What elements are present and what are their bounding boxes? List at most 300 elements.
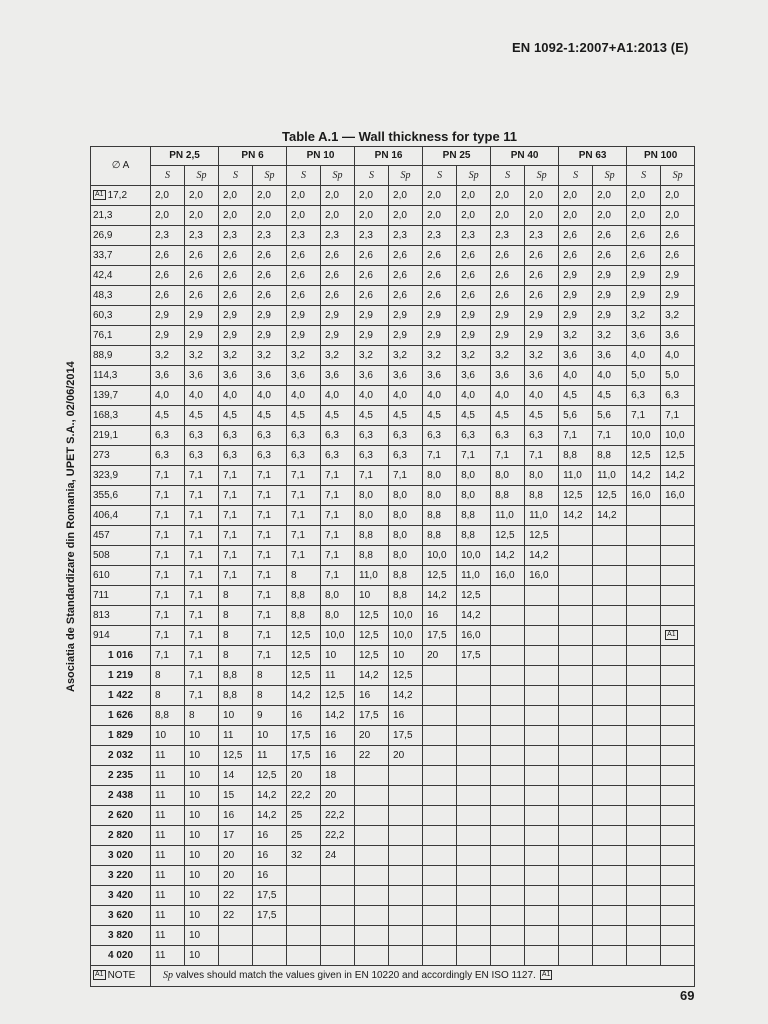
thickness-cell [559,566,593,586]
nominal-diameter: 2 235 [107,769,134,781]
thickness-cell [423,886,457,906]
thickness-cell [287,946,321,966]
thickness-cell: 6,3 [389,446,423,466]
thickness-cell: 17,5 [389,726,423,746]
thickness-cell: 2,6 [355,266,389,286]
thickness-cell: 2,0 [219,206,253,226]
nominal-diameter: 1 016 [107,649,134,661]
thickness-cell: 2,6 [185,286,219,306]
thickness-cell: 3,6 [321,366,355,386]
thickness-cell [593,926,627,946]
thickness-cell [661,746,695,766]
thickness-cell: 7,1 [287,486,321,506]
table-row [91,546,695,566]
thickness-cell: 2,9 [559,266,593,286]
thickness-cell: 22 [219,906,253,926]
thickness-cell [661,866,695,886]
thickness-cell: 2,0 [321,186,355,206]
thickness-cell [491,946,525,966]
thickness-cell: 4,5 [389,406,423,426]
thickness-cell: 16,0 [491,566,525,586]
thickness-cell: 3,2 [593,326,627,346]
pn-header: PN 6 [219,147,287,166]
thickness-cell: 2,3 [457,226,491,246]
thickness-cell [355,766,389,786]
nominal-diameter: 168,3 [93,409,119,421]
thickness-cell: 17,5 [355,706,389,726]
thickness-cell [627,826,661,846]
nominal-diameter-cell [91,826,151,846]
thickness-cell: 6,3 [355,426,389,446]
thickness-cell: 14,2 [559,506,593,526]
nominal-diameter-cell [91,286,151,306]
thickness-cell: 16,0 [661,486,695,506]
thickness-cell [661,806,695,826]
table-row [91,766,695,786]
thickness-cell: 16 [389,706,423,726]
table-row [91,906,695,926]
nominal-diameter-cell [91,726,151,746]
thickness-cell: 4,0 [491,386,525,406]
thickness-cell: 7,1 [491,446,525,466]
thickness-cell: 4,5 [185,406,219,426]
thickness-cell [457,706,491,726]
nominal-diameter-cell [91,426,151,446]
thickness-cell: 7,1 [593,426,627,446]
thickness-cell: 12,5 [593,486,627,506]
thickness-cell: 11 [219,726,253,746]
thickness-cell: 6,3 [457,426,491,446]
pn-header: PN 2,5 [151,147,219,166]
table-row [91,686,695,706]
thickness-cell: 11 [321,666,355,686]
nominal-diameter-cell [91,526,151,546]
thickness-cell: 2,9 [151,326,185,346]
thickness-cell: 2,0 [491,206,525,226]
thickness-cell: 7,1 [185,606,219,626]
table-row [91,226,695,246]
thickness-cell [321,946,355,966]
thickness-cell [593,686,627,706]
thickness-cell: 7,1 [185,686,219,706]
thickness-cell: 8 [253,666,287,686]
thickness-cell: 3,6 [355,366,389,386]
thickness-cell: 2,6 [491,246,525,266]
table-row [91,826,695,846]
nominal-diameter: 1 422 [107,689,134,701]
thickness-cell: 2,6 [525,286,559,306]
thickness-cell: 7,1 [287,546,321,566]
thickness-cell: 2,6 [661,246,695,266]
thickness-cell: 2,6 [355,286,389,306]
thickness-cell: 7,1 [185,666,219,686]
nominal-diameter-cell [91,846,151,866]
thickness-cell: 10,0 [389,626,423,646]
thickness-cell [457,826,491,846]
thickness-cell: 7,1 [389,466,423,486]
thickness-cell: 7,1 [219,466,253,486]
thickness-cell: 25 [287,826,321,846]
thickness-cell: 2,9 [389,326,423,346]
thickness-cell: 2,6 [593,246,627,266]
thickness-cell: 2,0 [151,206,185,226]
nominal-diameter: 3 620 [107,909,134,921]
thickness-cell: 8,0 [355,486,389,506]
nominal-diameter: 508 [93,549,110,561]
table-title: Table A.1 — Wall thickness for type 11 [282,129,518,144]
thickness-cell: 20 [321,786,355,806]
thickness-cell: 12,5 [355,646,389,666]
thickness-cell [491,586,525,606]
sub-header-s: S [287,166,321,186]
thickness-cell: 16,0 [627,486,661,506]
table-row [91,866,695,886]
thickness-cell: 6,3 [151,426,185,446]
thickness-cell [559,846,593,866]
thickness-cell [627,706,661,726]
thickness-cell: 3,6 [559,346,593,366]
thickness-cell: 2,9 [627,286,661,306]
thickness-cell: 2,6 [185,246,219,266]
thickness-cell: 8,0 [355,506,389,526]
thickness-cell [457,786,491,806]
thickness-cell [491,866,525,886]
thickness-cell [593,546,627,566]
thickness-cell [593,666,627,686]
thickness-cell: 2,6 [559,246,593,266]
thickness-cell: 11 [151,946,185,966]
thickness-cell: 16 [253,846,287,866]
thickness-cell [491,886,525,906]
thickness-cell: 6,3 [627,386,661,406]
thickness-cell: 2,0 [355,186,389,206]
pn-header: PN 10 [287,147,355,166]
thickness-cell: 4,5 [287,406,321,426]
thickness-cell: 2,9 [525,306,559,326]
thickness-cell: 2,0 [253,206,287,226]
thickness-cell: 2,6 [389,246,423,266]
thickness-cell: 7,1 [321,486,355,506]
thickness-cell: 8 [185,706,219,726]
table-row [91,646,695,666]
table-row [91,206,695,226]
thickness-cell [457,926,491,946]
table-row [91,306,695,326]
thickness-cell: 12,5 [355,606,389,626]
thickness-cell: 2,0 [253,186,287,206]
thickness-cell: 6,3 [321,446,355,466]
thickness-cell [661,566,695,586]
thickness-cell [593,826,627,846]
thickness-cell: 4,0 [457,386,491,406]
thickness-cell [355,886,389,906]
thickness-cell [661,666,695,686]
thickness-cell [559,886,593,906]
nominal-diameter-cell [91,546,151,566]
thickness-cell: 11,0 [559,466,593,486]
table-row [91,946,695,966]
side-watermark-text: Asociatia de Standardizare din Romania, UPET S.A., 02/06/2014 [65,361,77,692]
thickness-cell: 16 [253,866,287,886]
thickness-cell: 2,6 [287,286,321,306]
pn-header-row [91,147,695,166]
thickness-cell: 2,6 [627,246,661,266]
nominal-diameter: 1 829 [107,729,134,741]
thickness-cell: 6,3 [287,446,321,466]
thickness-cell: 16,0 [525,566,559,586]
thickness-cell: 7,1 [151,566,185,586]
thickness-cell: 20 [389,746,423,766]
thickness-cell [491,686,525,706]
thickness-cell: 2,3 [355,226,389,246]
thickness-cell: 7,1 [253,526,287,546]
thickness-cell [627,906,661,926]
thickness-cell [457,726,491,746]
thickness-cell: 2,6 [491,266,525,286]
nominal-diameter: 26,9 [93,229,113,241]
table-row [91,786,695,806]
thickness-cell [287,926,321,946]
thickness-cell [219,946,253,966]
thickness-cell: 2,9 [219,306,253,326]
thickness-cell [389,766,423,786]
table-row [91,626,695,646]
thickness-cell: 12,5 [287,666,321,686]
thickness-cell: 7,1 [423,446,457,466]
thickness-cell: 8,8 [423,526,457,546]
thickness-cell [627,846,661,866]
thickness-cell [593,606,627,626]
thickness-cell: 4,5 [525,406,559,426]
nominal-diameter: 114,3 [93,369,118,381]
thickness-cell: 6,3 [321,426,355,446]
thickness-cell: 17,5 [287,726,321,746]
sub-header-sp: Sp [525,166,559,186]
thickness-cell: 2,6 [627,226,661,246]
thickness-cell [593,726,627,746]
table-row [91,606,695,626]
thickness-cell: 2,6 [457,266,491,286]
thickness-cell: 2,9 [423,306,457,326]
sub-header-s: S [627,166,661,186]
thickness-cell [525,766,559,786]
thickness-cell: 12,5 [559,486,593,506]
thickness-cell: 7,1 [355,466,389,486]
thickness-cell: 7,1 [321,566,355,586]
thickness-cell: 2,6 [151,266,185,286]
thickness-cell: 11 [151,786,185,806]
table-row [91,726,695,746]
thickness-cell: 7,1 [559,426,593,446]
sub-header-s: S [355,166,389,186]
thickness-cell [525,626,559,646]
thickness-cell [389,846,423,866]
thickness-cell: 22 [355,746,389,766]
thickness-cell [389,806,423,826]
nominal-diameter-cell [91,306,151,326]
thickness-cell: 2,9 [321,326,355,346]
thickness-cell: 7,1 [321,526,355,546]
thickness-cell: 8,0 [389,506,423,526]
thickness-cell [627,786,661,806]
thickness-cell: 2,6 [423,246,457,266]
nominal-diameter: 323,9 [93,469,119,481]
thickness-cell [525,646,559,666]
note-label: NOTE [107,970,136,981]
thickness-cell: 25 [287,806,321,826]
table-row [91,806,695,826]
thickness-cell: 2,9 [559,286,593,306]
nominal-diameter-cell [91,266,151,286]
sub-header-sp: Sp [253,166,287,186]
thickness-cell: 7,1 [151,546,185,566]
thickness-cell: 7,1 [185,546,219,566]
thickness-cell: 8,8 [219,666,253,686]
nominal-diameter: 3 420 [107,889,134,901]
thickness-cell [491,826,525,846]
nominal-diameter: 1 626 [107,709,134,721]
thickness-cell [593,766,627,786]
thickness-cell [491,666,525,686]
thickness-cell [593,626,627,646]
thickness-cell: 12,5 [287,626,321,646]
thickness-cell [559,646,593,666]
thickness-cell [355,926,389,946]
thickness-cell: 4,0 [151,386,185,406]
thickness-cell [423,686,457,706]
thickness-cell: 11,0 [457,566,491,586]
sub-header-sp: Sp [321,166,355,186]
thickness-cell: 2,9 [321,306,355,326]
thickness-cell: 10 [151,726,185,746]
thickness-cell: 7,1 [287,506,321,526]
thickness-cell: 7,1 [151,606,185,626]
thickness-cell [593,846,627,866]
thickness-cell: 2,0 [219,186,253,206]
thickness-cell [559,726,593,746]
thickness-cell: 11 [151,846,185,866]
nominal-diameter-cell [91,326,151,346]
table-row [91,246,695,266]
thickness-cell: 22 [219,886,253,906]
thickness-cell: 8,8 [423,506,457,526]
nominal-diameter: 3 020 [107,849,134,861]
thickness-cell: 4,5 [559,386,593,406]
nominal-diameter: 42,4 [93,269,113,281]
thickness-cell: 17,5 [287,746,321,766]
thickness-cell [661,826,695,846]
thickness-cell [457,746,491,766]
amendment-marker-icon: A1 [95,971,104,979]
thickness-cell: 4,5 [219,406,253,426]
thickness-cell: 4,0 [287,386,321,406]
thickness-cell: 2,9 [185,326,219,346]
thickness-cell [627,766,661,786]
thickness-cell: 2,6 [525,246,559,266]
thickness-cell: 11 [151,906,185,926]
pn-header: PN 16 [355,147,423,166]
table-row [91,466,695,486]
thickness-cell: 8,0 [389,486,423,506]
thickness-cell [491,646,525,666]
thickness-cell: 2,3 [185,226,219,246]
thickness-cell: 4,5 [321,406,355,426]
sub-header-sp: Sp [389,166,423,186]
thickness-cell: 6,3 [253,426,287,446]
thickness-cell: 4,0 [185,386,219,406]
thickness-cell: 2,0 [525,186,559,206]
nominal-diameter: 88,9 [93,349,113,361]
thickness-cell: 8 [151,666,185,686]
nominal-diameter-cell [91,886,151,906]
thickness-cell: 3,2 [185,346,219,366]
nominal-diameter-cell [91,206,151,226]
nominal-diameter-cell [91,466,151,486]
nominal-diameter: 60,3 [93,309,113,321]
wall-thickness-table [90,146,695,987]
thickness-cell: 6,3 [253,446,287,466]
thickness-cell: 12,5 [219,746,253,766]
thickness-cell: 10 [185,886,219,906]
thickness-cell: 2,3 [525,226,559,246]
thickness-cell: 7,1 [185,566,219,586]
thickness-cell [355,866,389,886]
thickness-cell: 10 [185,946,219,966]
thickness-cell [661,586,695,606]
thickness-cell [321,906,355,926]
thickness-cell: 12,5 [321,686,355,706]
thickness-cell: 2,6 [253,246,287,266]
thickness-cell [389,866,423,886]
thickness-cell [593,786,627,806]
thickness-cell: 7,1 [253,646,287,666]
thickness-cell: 7,1 [253,486,287,506]
thickness-cell: 2,9 [219,326,253,346]
thickness-cell: 2,9 [525,326,559,346]
thickness-cell: 8 [219,586,253,606]
thickness-cell: 7,1 [151,646,185,666]
thickness-cell [661,526,695,546]
thickness-cell: 4,0 [423,386,457,406]
thickness-cell: 10 [389,646,423,666]
nominal-diameter-cell [91,946,151,966]
thickness-cell: 4,0 [253,386,287,406]
thickness-cell: 2,9 [355,326,389,346]
nominal-diameter: 457 [93,529,110,541]
thickness-cell: 8,8 [491,486,525,506]
thickness-cell [423,766,457,786]
thickness-cell: 7,1 [151,506,185,526]
thickness-cell: 2,9 [491,306,525,326]
thickness-cell: 14,2 [253,786,287,806]
page-number: 69 [680,988,695,1003]
thickness-cell: 14 [219,766,253,786]
thickness-cell: 10 [253,726,287,746]
thickness-cell: 2,3 [219,226,253,246]
thickness-cell: 2,9 [491,326,525,346]
thickness-cell: 5,6 [593,406,627,426]
thickness-cell: 11 [151,866,185,886]
thickness-cell [525,586,559,606]
thickness-cell: 2,9 [287,326,321,346]
table-row [91,526,695,546]
thickness-cell: 12,5 [457,586,491,606]
thickness-cell: 10 [219,706,253,726]
thickness-cell: 2,0 [525,206,559,226]
thickness-cell: 11 [151,766,185,786]
thickness-cell: 22,2 [287,786,321,806]
thickness-cell: 11 [151,746,185,766]
